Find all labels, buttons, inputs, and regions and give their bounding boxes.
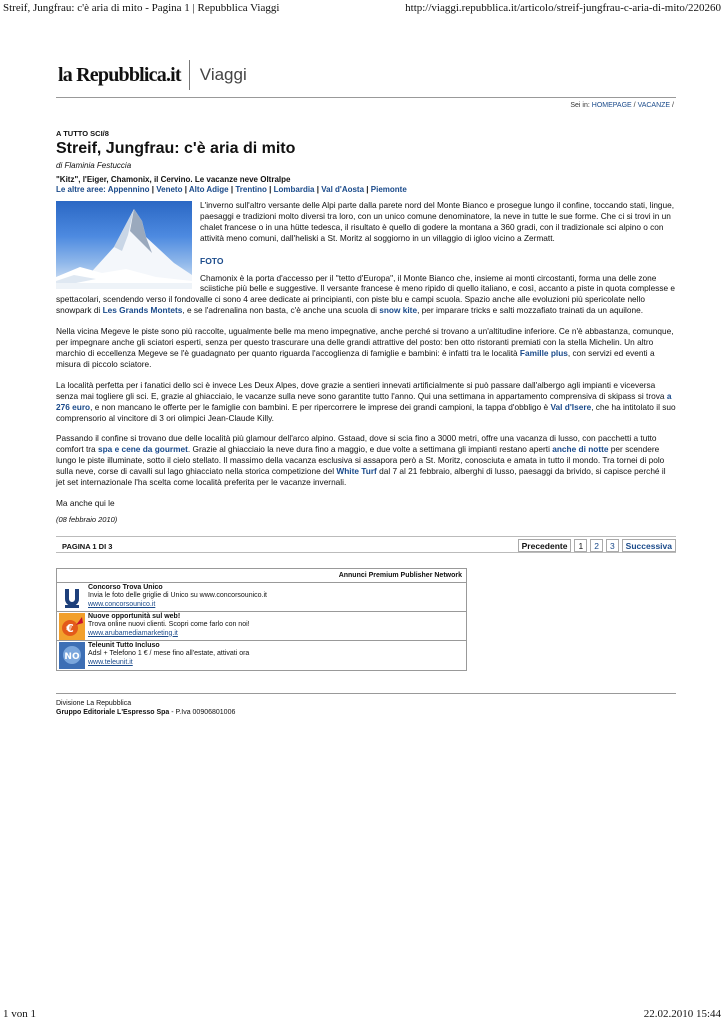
print-footer-datetime: 22.02.2010 15:44: [643, 1008, 721, 1020]
area-link[interactable]: Lombardia: [273, 185, 315, 194]
breadcrumb: [56, 102, 676, 109]
area-link[interactable]: Piemonte: [370, 185, 407, 194]
article-paragraph: Passando il confine si trovano due delle località più glamour dell'arco alpino. Gstaad, dove si scia fino a 3000 metri, offre una vacanza di lusso, con pacchetti a tutto comfort tra spa e cene da gourmet. Grazie al ghiacciaio la neve dura fino a maggio, e due volte a settimana gli impianti restano aperti anche di notte per scendere lungo le piste illuminate, sotto il cielo stellato. Il massimo della vacanza esclusiva si assapora però a St. Moritz, conosciuta e amata in tutto il mondo. Tra tornei di polo sulla neve, corse di cavalli sul lago ghiacciato nella storica competizione del White Turf dal 7 al 21 febbraio, alberghi di lusso, paesaggi da brivido, si capisce perché il jet set internazionale l'ha scelta come località preferita per le vacanze invernali.: [56, 433, 666, 488]
inline-link[interactable]: Les Grands Montets: [102, 305, 183, 316]
inline-link[interactable]: Val d'Isere: [550, 401, 592, 412]
ads-box: [56, 568, 467, 671]
article-author: di Flaminia Festuccia: [56, 161, 132, 170]
photo-gallery-link[interactable]: FOTO: [200, 255, 224, 266]
ad-text: Trova online nuovi clienti. Scopri come farlo con noi!: [88, 621, 250, 629]
previous-page-button[interactable]: Precedente: [518, 539, 572, 552]
ad-item[interactable]: [57, 641, 466, 670]
breadcrumb-separator: /: [670, 102, 674, 109]
page-content: [56, 56, 676, 717]
mountain-image: [56, 201, 192, 289]
ad-text: Invia le foto delle griglie di Unico su www.concorsounico.it: [88, 592, 267, 600]
area-link[interactable]: Veneto: [156, 185, 183, 194]
breadcrumb-prefix: Sei in:: [570, 102, 590, 109]
article-date: (08 febbraio 2010): [56, 514, 118, 524]
ad-title: Nuove opportunità sul web!: [88, 612, 181, 620]
other-areas-label: Le altre aree:: [56, 185, 106, 194]
inline-link[interactable]: a 276 euro: [56, 390, 672, 412]
page-1-button[interactable]: 1: [574, 539, 587, 552]
logo-divider: [189, 60, 190, 90]
ad-title: Concorso Trova Unico: [88, 583, 163, 591]
article-summary: "Kitz", l'Eiger, Chamonix, il Cervino. Le vacanze neve Oltralpe: [56, 175, 291, 184]
footer-company-line: [56, 708, 676, 717]
breadcrumb-home-link[interactable]: HOMEPAGE: [591, 102, 632, 109]
article-paragraph: L'inverno sull'altro versante delle Alpi parte dalla parete nord del Monte Bianco e prosegue lungo il confine, toccando stati, lingue, paesaggi e tradizioni molto diversi tra loro, con un unico comune denominatore, la neve in tutte le sue forme. Che ci si trovi in un chalet francese o in una hütte tedesca, il risultato è quello di godere la montana a 360 gradi, con il tradizionale sci alpino o con attività meno comuni, dall'heliski a St. Moritz al soggiorno in un villaggio di igloo vicino a Zermatt.: [200, 200, 675, 243]
article-kicker: A TUTTO SCI/8: [56, 129, 109, 138]
matterhorn-photo[interactable]: [56, 201, 192, 289]
print-header: [3, 2, 721, 16]
svg-text:NO: NO: [64, 651, 80, 662]
ad-item[interactable]: [57, 612, 466, 641]
breadcrumb-vacanze-link[interactable]: VACANZE: [637, 102, 671, 109]
inline-link[interactable]: White Turf: [336, 466, 377, 477]
other-areas: Le altre aree: Appennino | Veneto | Alto Adige | Trentino | Lombardia | Val d'Aosta | Piemonte: [56, 185, 407, 194]
ads-header: Annunci Premium Publisher Network: [57, 569, 466, 583]
print-footer-page: 1 von 1: [3, 1008, 36, 1020]
page-2-button[interactable]: 2: [590, 539, 603, 552]
area-link[interactable]: Appennino: [107, 185, 150, 194]
next-page-button[interactable]: Successiva: [622, 539, 676, 552]
breadcrumb-separator: /: [631, 102, 638, 109]
article-paragraph: Chamonix è la porta d'accesso per il "tetto d'Europa", il Monte Bianco che, insieme ai monti circostanti, forma una delle zone sciistiche più belle e suggestive. Il versante francese è meno ripido di quello italiano, e così, accanto a piste in quota complesse e spettacolari, scendendo verso il fondovalle ci sono 4 aree dedicate ai principianti, con piste blu e campi scuola. Spazio anche alle evoluzioni più spericolate nello snowpark di Les Grands Montets, e se l'adrenalina non basta, c'è anche una scuola di snow kite, per imparare tricks e salti mozzafiato trainati da un aquilone.: [56, 272, 676, 316]
svg-text:€: €: [66, 621, 74, 635]
unico-logo-icon: [59, 584, 85, 611]
ad-text: Adsl + Telefono 1 € / mese fino all'estate, attivati ora: [88, 650, 250, 658]
article-paragraph: Ma anche qui le: [56, 497, 115, 508]
ad-url[interactable]: www.concorsounico.it: [88, 600, 156, 608]
inline-link[interactable]: spa e cene da gourmet: [97, 444, 188, 455]
article-body: [56, 200, 676, 526]
site-footer: [56, 693, 676, 717]
area-link[interactable]: Val d'Aosta: [321, 185, 365, 194]
ad-url[interactable]: www.arubamediamarketing.it: [88, 629, 178, 637]
brand-name: la Repubblica.it: [58, 63, 181, 86]
inline-link[interactable]: Famille plus: [519, 347, 568, 358]
section-name: Viaggi: [199, 65, 247, 84]
ad-url[interactable]: www.teleunit.it: [88, 658, 133, 666]
euro-growth-icon: [59, 613, 85, 640]
inline-link[interactable]: anche di notte: [552, 444, 609, 455]
area-link[interactable]: Trentino: [235, 185, 267, 194]
area-link[interactable]: Alto Adige: [188, 185, 229, 194]
print-header-url: http://viaggi.repubblica.it/articolo/streif-jungfrau-c-aria-di-mito/220260: [405, 2, 721, 14]
pagination: [56, 536, 676, 553]
page-3-button[interactable]: 3: [606, 539, 619, 552]
inline-link[interactable]: snow kite: [379, 305, 418, 316]
ad-item[interactable]: [57, 583, 466, 612]
site-logo[interactable]: [58, 60, 247, 90]
pagination-label: PAGINA 1 DI 3: [62, 541, 113, 551]
footer-company: Gruppo Editoriale L'Espresso Spa: [56, 708, 170, 716]
footer-vat: - P.Iva 00906801006: [169, 708, 236, 716]
masthead: [56, 56, 676, 98]
article-paragraph: La località perfetta per i fanatici dello sci è invece Les Deux Alpes, dove grazie a sentieri innevati artificialmente si può passare dall'albergo agli impianti e viceversa senza mai togliere gli sci. E, grazie al ghiacciaio, le vacanze sulla neve sono garantite tutto l'anno. Qui una settimana in appartamento comprensiva di skipass si trova a 276 euro, e non mancano le offerte per le famiglie con bambini. E per ripercorrere le imprese dei grandi campioni, la tappa d'obbligo è Val d'Isere, che ha intitolato il suo comprensorio al vincitore di 3 ori olimpici Jean-Claude Killy.: [56, 379, 676, 423]
ad-title: Teleunit Tutto Incluso: [88, 641, 160, 649]
teleunit-logo-icon: [59, 642, 85, 669]
footer-division: Divisione La Repubblica: [56, 699, 132, 707]
article-title: Streif, Jungfrau: c'è aria di mito: [56, 140, 296, 157]
print-header-title: Streif, Jungfrau: c'è aria di mito - Pagina 1 | Repubblica Viaggi: [3, 2, 280, 14]
print-footer: [3, 1006, 721, 1020]
article-paragraph: Nella vicina Megeve le piste sono più raccolte, ugualmente belle ma meno impegnative, anche perché si trovano a un'altitudine inferiore. Ce n'è abbastanza, comunque, per impegnare anche gli sciatori esperti, senza per questo trascurare una delle grandi attrattive del posto: ben otto ristoranti premiati con la stella Michelin. Un altro marchio di eccellenza Megeve se l'è guadagnato per quanto riguarda l'accoglienza di famiglie e bambini: è infatti tra le località Famille plus, con servizi ed eventi a misura di piccolo sciatore.: [56, 326, 674, 369]
